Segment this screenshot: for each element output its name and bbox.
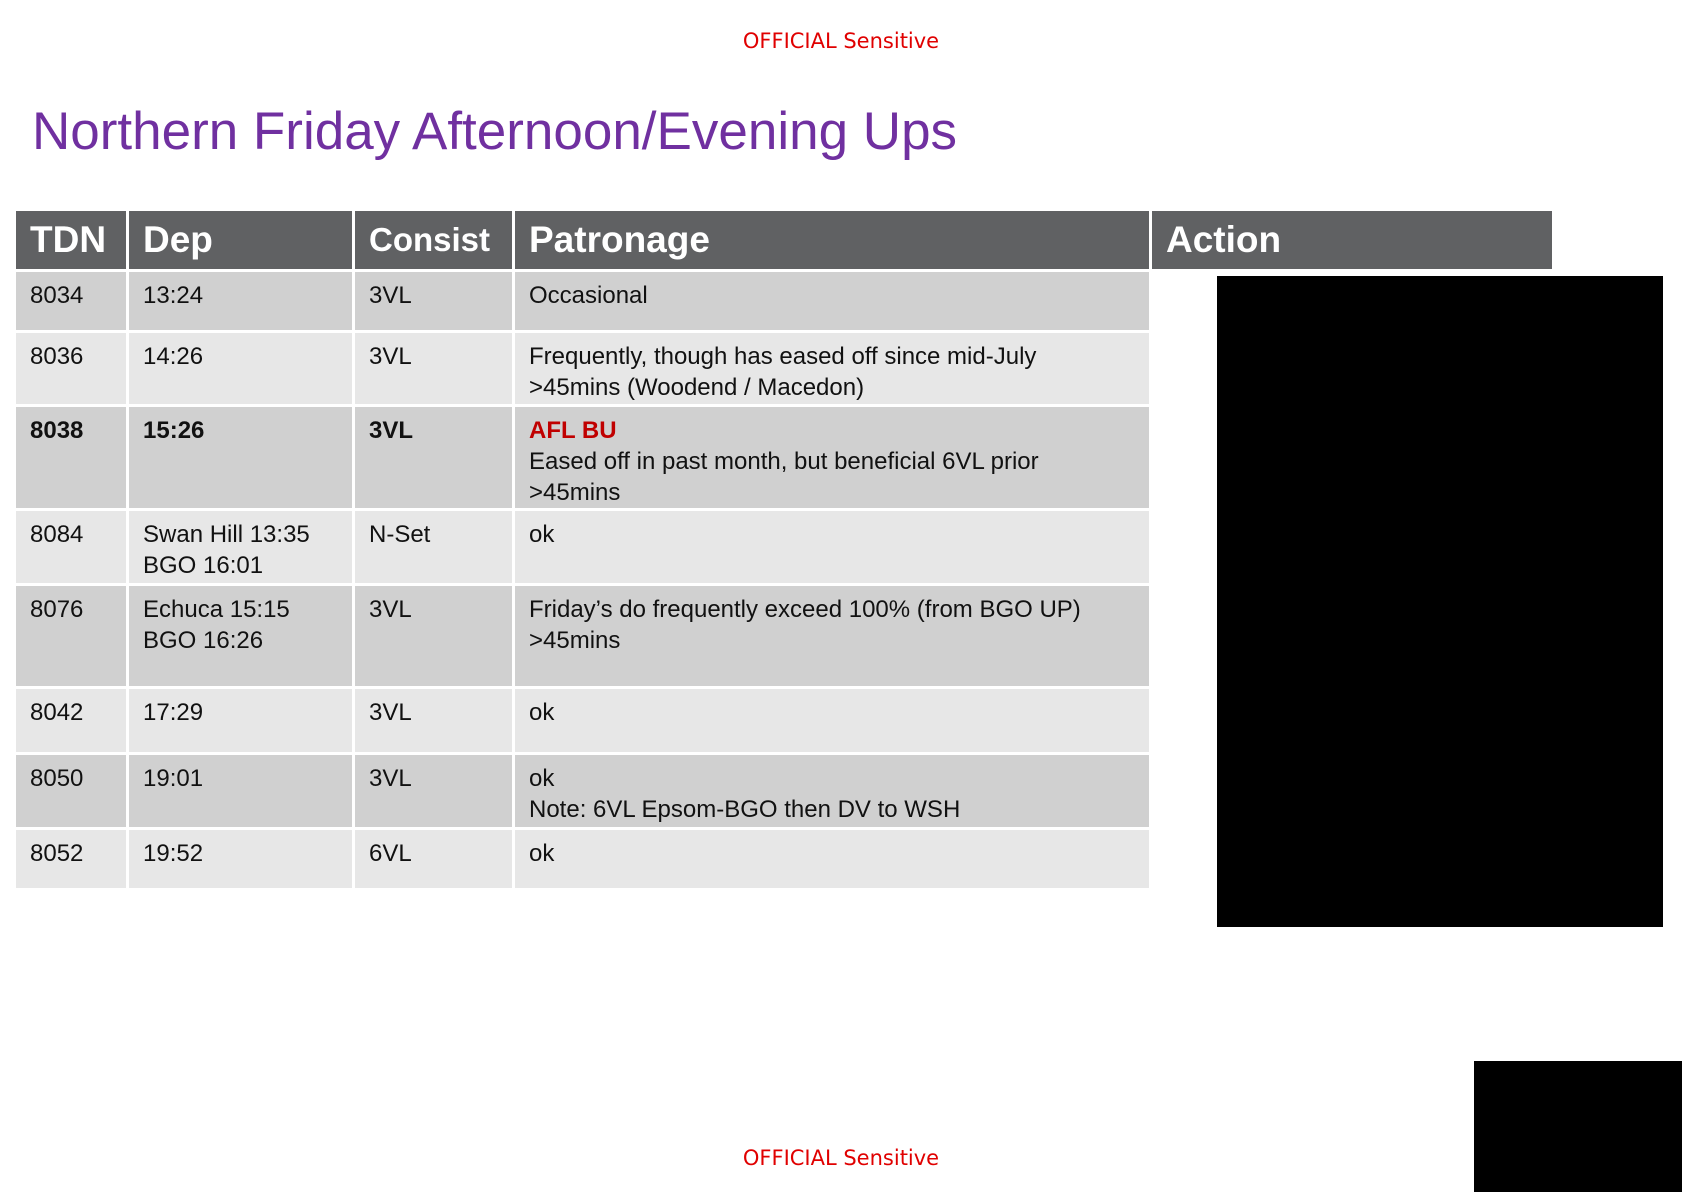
header-consist: Consist bbox=[355, 211, 512, 269]
patronage-line: Eased off in past month, but beneficial 6VL prior bbox=[529, 448, 1039, 475]
patronage-cell bbox=[515, 755, 1149, 827]
dep-line: 15:26 bbox=[143, 417, 205, 444]
patronage-cell bbox=[515, 511, 1149, 583]
consist-cell: 3VL bbox=[355, 333, 512, 404]
dep-line: 17:29 bbox=[143, 699, 204, 726]
dep-cell bbox=[129, 755, 352, 827]
header-patronage: Patronage bbox=[515, 211, 1149, 269]
patronage-line: ok bbox=[529, 765, 555, 792]
dep-cell bbox=[129, 272, 352, 330]
classification-label-top: OFFICIAL Sensitive bbox=[742, 29, 940, 53]
consist-cell: 6VL bbox=[355, 830, 512, 888]
patronage-cell bbox=[515, 272, 1149, 330]
action-column-redaction bbox=[1217, 276, 1663, 927]
header-action: Action bbox=[1152, 211, 1552, 269]
tdn-cell: 8038 bbox=[16, 407, 126, 508]
page-title: Northern Friday Afternoon/Evening Ups bbox=[32, 102, 958, 161]
classification-label-bottom: OFFICIAL Sensitive bbox=[742, 1146, 940, 1170]
dep-line: Echuca 15:15 bbox=[143, 596, 290, 623]
consist-cell: 3VL bbox=[355, 272, 512, 330]
patronage-cell bbox=[515, 586, 1149, 686]
dep-line: BGO 16:01 bbox=[143, 552, 264, 579]
consist-cell: 3VL bbox=[355, 407, 512, 508]
patronage-cell bbox=[515, 689, 1149, 752]
dep-cell bbox=[129, 830, 352, 888]
tdn-cell: 8052 bbox=[16, 830, 126, 888]
dep-line: 13:24 bbox=[143, 282, 204, 309]
header-dep: Dep bbox=[129, 211, 352, 269]
alert-label: AFL BU bbox=[529, 417, 617, 444]
dep-line: Swan Hill 13:35 bbox=[143, 521, 310, 548]
dep-cell bbox=[129, 586, 352, 686]
tdn-cell: 8042 bbox=[16, 689, 126, 752]
consist-cell: 3VL bbox=[355, 755, 512, 827]
consist-cell: 3VL bbox=[355, 689, 512, 752]
patronage-line: Friday’s do frequently exceed 100% (from BGO UP) bbox=[529, 596, 1081, 623]
patronage-cell bbox=[515, 333, 1149, 404]
patronage-line: ok bbox=[529, 840, 555, 867]
dep-line: BGO 16:26 bbox=[143, 627, 264, 654]
patronage-line: ok bbox=[529, 699, 555, 726]
patronage-line: Frequently, though has eased off since mid-July bbox=[529, 343, 1037, 370]
patronage-line: ok bbox=[529, 521, 555, 548]
patronage-line: >45mins bbox=[529, 479, 621, 506]
dep-cell bbox=[129, 689, 352, 752]
patronage-line: Occasional bbox=[529, 282, 648, 309]
tdn-cell: 8036 bbox=[16, 333, 126, 404]
dep-line: 19:01 bbox=[143, 765, 204, 792]
patronage-cell bbox=[515, 830, 1149, 888]
dep-line: 14:26 bbox=[143, 343, 204, 370]
patronage-line: Note: 6VL Epsom-BGO then DV to WSH bbox=[529, 796, 961, 823]
patronage-line: >45mins (Woodend / Macedon) bbox=[529, 374, 865, 401]
tdn-cell: 8050 bbox=[16, 755, 126, 827]
dep-cell bbox=[129, 407, 352, 508]
consist-cell: N-Set bbox=[355, 511, 512, 583]
tdn-cell: 8076 bbox=[16, 586, 126, 686]
dep-cell bbox=[129, 333, 352, 404]
dep-cell bbox=[129, 511, 352, 583]
patronage-line: >45mins bbox=[529, 627, 621, 654]
corner-redaction bbox=[1474, 1061, 1682, 1192]
tdn-cell: 8034 bbox=[16, 272, 126, 330]
table-header-row bbox=[16, 211, 1552, 269]
dep-line: 19:52 bbox=[143, 840, 204, 867]
header-tdn: TDN bbox=[16, 211, 126, 269]
tdn-cell: 8084 bbox=[16, 511, 126, 583]
consist-cell: 3VL bbox=[355, 586, 512, 686]
patronage-cell bbox=[515, 407, 1149, 508]
